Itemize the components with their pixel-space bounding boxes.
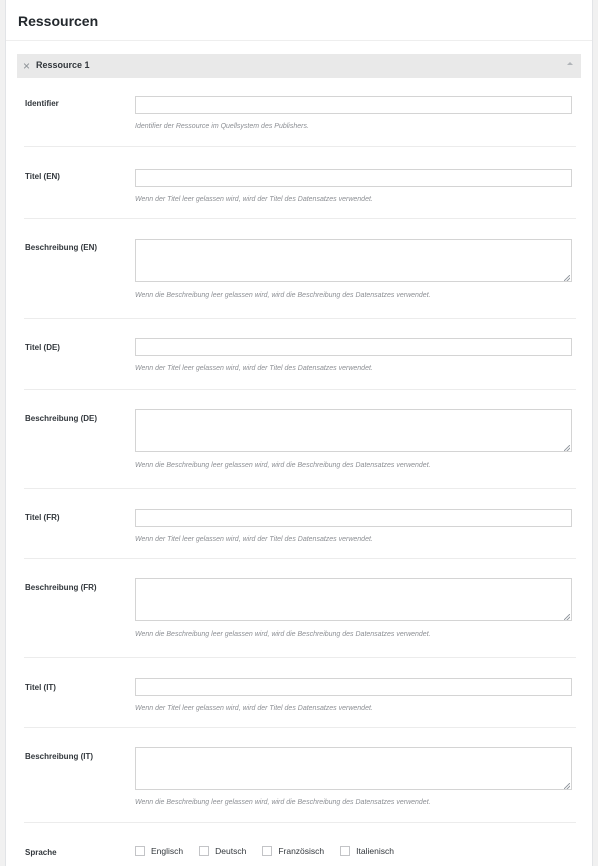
field-hint: Wenn die Beschreibung leer gelassen wird, wird die Beschreibung des Datensatzes verwendet. xyxy=(135,631,431,638)
field-hint: Wenn der Titel leer gelassen wird, wird der Titel des Datensatzes verwendet. xyxy=(135,196,373,203)
checkbox[interactable] xyxy=(135,846,145,856)
resize-handle-icon[interactable] xyxy=(564,783,570,789)
identifier-input[interactable] xyxy=(135,96,572,114)
language-option-label: Italienisch xyxy=(356,846,394,856)
field-label: Titel (DE) xyxy=(25,343,60,352)
field-row-identifier xyxy=(17,78,581,146)
language-option-label: Englisch xyxy=(151,846,184,856)
language-option-label: Deutsch xyxy=(215,846,247,856)
title-fr-input[interactable] xyxy=(135,509,572,527)
resource-header[interactable] xyxy=(17,54,581,78)
title-en-input[interactable] xyxy=(135,169,572,187)
field-hint: Wenn die Beschreibung leer gelassen wird, wird die Beschreibung des Datensatzes verwendet. xyxy=(135,799,431,806)
field-row-description-en xyxy=(17,219,581,318)
resize-handle-icon[interactable] xyxy=(564,614,570,620)
title-divider xyxy=(6,40,592,41)
checkbox[interactable] xyxy=(199,846,209,856)
language-label: Sprache xyxy=(25,848,57,857)
resource-title: Ressource 1 xyxy=(36,60,90,70)
language-option-french[interactable] xyxy=(262,846,324,856)
field-row-language xyxy=(17,823,581,866)
description-en-textarea[interactable] xyxy=(135,239,572,282)
field-label: Identifier xyxy=(25,99,59,108)
description-fr-textarea[interactable] xyxy=(135,578,572,621)
collapse-arrow-icon[interactable] xyxy=(567,62,573,65)
field-label: Beschreibung (EN) xyxy=(25,243,98,252)
resource-body xyxy=(17,78,581,866)
field-hint: Wenn die Beschreibung leer gelassen wird, wird die Beschreibung des Datensatzes verwendet. xyxy=(135,292,431,299)
checkbox[interactable] xyxy=(340,846,350,856)
field-hint: Wenn der Titel leer gelassen wird, wird der Titel des Datensatzes verwendet. xyxy=(135,536,373,543)
field-row-description-de xyxy=(17,390,581,488)
field-hint: Wenn der Titel leer gelassen wird, wird der Titel des Datensatzes verwendet. xyxy=(135,365,373,372)
field-row-title-it xyxy=(17,658,581,727)
field-label: Titel (EN) xyxy=(25,172,60,181)
checkbox[interactable] xyxy=(262,846,272,856)
field-row-description-it xyxy=(17,728,581,822)
language-option-german[interactable] xyxy=(199,846,246,856)
field-row-title-en xyxy=(17,147,581,218)
language-option-italian[interactable] xyxy=(340,846,394,856)
section-title: Ressourcen xyxy=(18,13,99,29)
title-it-input[interactable] xyxy=(135,678,572,696)
resources-panel xyxy=(5,0,593,866)
field-row-description-fr xyxy=(17,559,581,657)
resize-handle-icon[interactable] xyxy=(564,275,570,281)
language-options xyxy=(135,846,410,856)
language-option-english[interactable] xyxy=(135,846,183,856)
field-label: Beschreibung (IT) xyxy=(25,752,94,761)
field-row-title-de xyxy=(17,319,581,389)
field-hint: Wenn die Beschreibung leer gelassen wird, wird die Beschreibung des Datensatzes verwendet. xyxy=(135,462,431,469)
field-label: Titel (FR) xyxy=(25,513,60,522)
field-label: Beschreibung (DE) xyxy=(25,414,98,423)
field-hint: Identifier der Ressource im Quellsystem des Publishers. xyxy=(135,123,309,130)
language-option-label: Französisch xyxy=(278,846,325,856)
field-label: Beschreibung (FR) xyxy=(25,583,97,592)
field-hint: Wenn der Titel leer gelassen wird, wird der Titel des Datensatzes verwendet. xyxy=(135,705,373,712)
field-label: Titel (IT) xyxy=(25,683,56,692)
title-de-input[interactable] xyxy=(135,338,572,356)
description-de-textarea[interactable] xyxy=(135,409,572,452)
resize-handle-icon[interactable] xyxy=(564,445,570,451)
field-row-title-fr xyxy=(17,489,581,558)
remove-icon[interactable]: × xyxy=(23,59,31,73)
description-it-textarea[interactable] xyxy=(135,747,572,790)
